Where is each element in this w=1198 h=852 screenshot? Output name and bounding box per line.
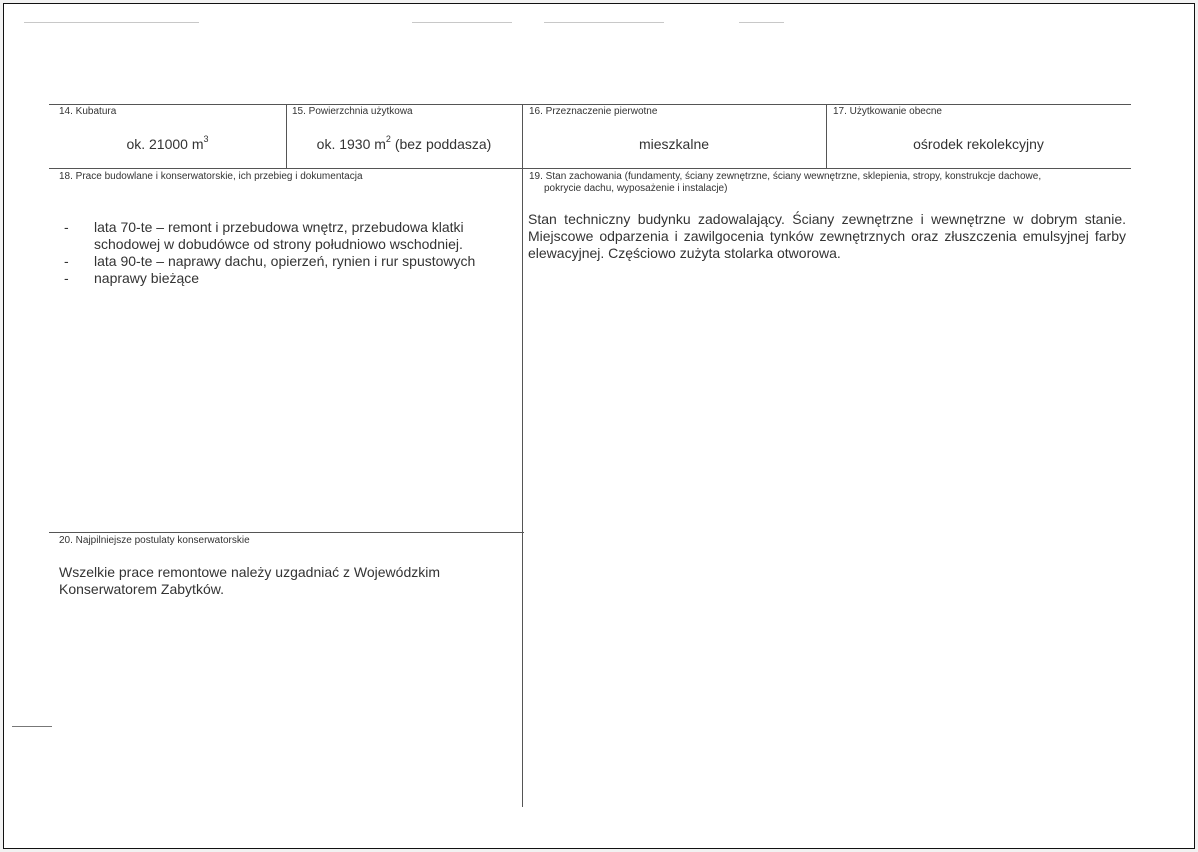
field-14-value [49, 136, 286, 152]
field-20-text: Wszelkie prace remontowe należy uzgadniać z Wojewódzkim Konserwatorem Zabytków. [59, 564, 441, 597]
field-18-label: 18. Prace budowlane i konserwatorskie, ich przebieg i dokumentacja [59, 171, 363, 182]
row-divider [49, 168, 1131, 169]
field-19-label-line1: 19. Stan zachowania (fundamenty, ściany zewnętrzne, ściany wewnętrzne, sklepienia, stropy, konstrukcje dachowe, [529, 171, 1042, 182]
field-20-label: 20. Najpilniejsze postulaty konserwatorskie [59, 535, 250, 546]
field-15-value-text: ok. 1930 m [316, 136, 386, 152]
field-18-list [64, 219, 514, 287]
field-19-label-line2: pokrycie dachu, wyposażenie i instalacje) [544, 183, 728, 194]
table-top-border [49, 104, 1131, 105]
field-16-value: mieszkalne [638, 136, 710, 152]
scan-artifact-line [412, 22, 512, 23]
column-divider [522, 104, 523, 807]
scan-artifact-line [739, 22, 784, 23]
field-20-top-border [49, 532, 524, 533]
scan-artifact-line [544, 22, 664, 23]
scan-artifact-line [12, 726, 52, 727]
field-17-value: ośrodek rekolekcyjny [913, 136, 1044, 152]
document-page [3, 3, 1195, 849]
scan-artifact-line [24, 22, 199, 23]
field-19-text: Stan techniczny budynku zadowalający. Ściany zewnętrzne i wewnętrzne w dobrym stanie. Miejscowe odparzenia i zawilgocenia tynków zewnętrznych oraz złuszczenia emulsyjnej farby elewacyjnej. Częściowo zużyta stolarka otworowa. [528, 211, 1126, 261]
list-item: - lata 90-te – naprawy dachu, opierzeń, rynien i rur spustowych [64, 253, 514, 270]
field-17-label: 17. Użytkowanie obecne [833, 106, 942, 117]
field-14-value-sup: 3 [203, 134, 209, 145]
field-15-value [286, 136, 522, 152]
list-item: - lata 70-te – remont i przebudowa wnętrz, przebudowa klatki schodowej w dobudówce od strony południowo wschodniej. [64, 219, 514, 253]
field-14-value-text: ok. 21000 m [126, 136, 204, 152]
field-16-label: 16. Przeznaczenie pierwotne [529, 106, 658, 117]
field-14-label: 14. Kubatura [59, 106, 117, 117]
field-15-label: 15. Powierzchnia użytkowa [292, 106, 413, 117]
field-15-value-sup: 2 [385, 134, 391, 145]
list-item: - naprawy bieżące [64, 270, 514, 287]
field-15-value-suffix: (bez poddasza) [390, 136, 492, 152]
